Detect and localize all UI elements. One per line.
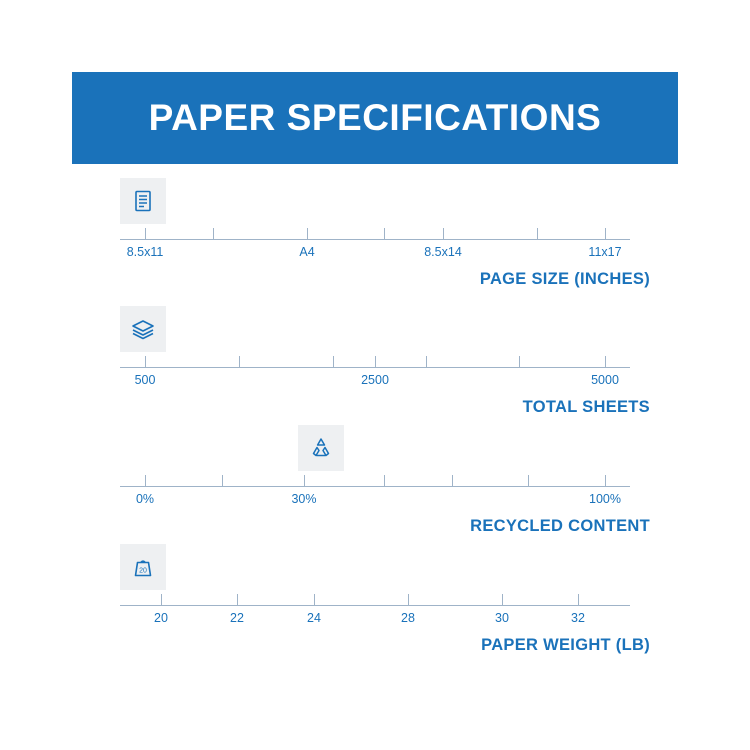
axis-tick-label: 0% <box>135 492 155 506</box>
card-header <box>72 72 678 164</box>
recycle-icon <box>298 425 344 471</box>
axis-tick <box>528 475 529 486</box>
weight-icon <box>120 544 166 590</box>
axis-tick <box>384 228 385 239</box>
spec-body <box>72 164 678 678</box>
axis-line-paper-weight <box>120 605 630 606</box>
axis-tick <box>222 475 223 486</box>
axis-tick <box>239 356 240 367</box>
axis-tick <box>537 228 538 239</box>
axis-tick-label: 500 <box>134 373 156 387</box>
spec-label-total-sheets: TOTAL SHEETS <box>522 398 650 416</box>
axis-line-page-size <box>120 239 630 240</box>
axis-tick <box>304 475 305 486</box>
axis-tick <box>578 594 579 605</box>
axis-tick <box>161 594 162 605</box>
spec-label-paper-weight: PAPER WEIGHT (LB) <box>481 636 650 654</box>
axis-tick <box>408 594 409 605</box>
stack-icon <box>120 306 166 352</box>
axis-tick <box>145 356 146 367</box>
axis-tick-label: 20 <box>154 611 168 625</box>
axis-tick-label: 100% <box>589 492 621 506</box>
axis-tick-label: 22 <box>230 611 244 625</box>
spec-label-recycled-content: RECYCLED CONTENT <box>470 517 650 535</box>
axis-tick <box>605 475 606 486</box>
axis-tick-label: 2500 <box>361 373 389 387</box>
axis-tick-label: 5000 <box>591 373 619 387</box>
axis-tick-label: 8.5x14 <box>424 245 462 259</box>
axis-tick <box>502 594 503 605</box>
axis-tick <box>237 594 238 605</box>
axis-tick <box>519 356 520 367</box>
svg-text:20: 20 <box>139 567 147 575</box>
axis-tick <box>375 356 376 367</box>
axis-line-recycled-content <box>120 486 630 487</box>
axis-tick <box>426 356 427 367</box>
spec-card <box>72 72 678 678</box>
axis-tick <box>452 475 453 486</box>
axis-tick <box>333 356 334 367</box>
spec-label-page-size: PAGE SIZE (INCHES) <box>479 270 650 288</box>
axis-tick-label: 32 <box>571 611 585 625</box>
axis-tick <box>443 228 444 239</box>
axis-tick-label: 8.5x11 <box>126 245 164 259</box>
axis-tick <box>145 228 146 239</box>
axis-tick <box>384 475 385 486</box>
axis-tick <box>605 356 606 367</box>
axis-tick-label: 30% <box>291 492 317 506</box>
axis-tick <box>314 594 315 605</box>
axis-tick <box>605 228 606 239</box>
axis-tick <box>145 475 146 486</box>
axis-tick-label: 30 <box>495 611 509 625</box>
axis-tick <box>307 228 308 239</box>
axis-tick-label: 11x17 <box>588 245 622 259</box>
axis-tick-label: 28 <box>401 611 415 625</box>
document-icon <box>120 178 166 224</box>
axis-tick-label: 24 <box>307 611 321 625</box>
page-title: PAPER SPECIFICATIONS <box>148 97 602 138</box>
axis-line-total-sheets <box>120 367 630 368</box>
axis-tick <box>213 228 214 239</box>
axis-tick-label: A4 <box>299 245 315 259</box>
